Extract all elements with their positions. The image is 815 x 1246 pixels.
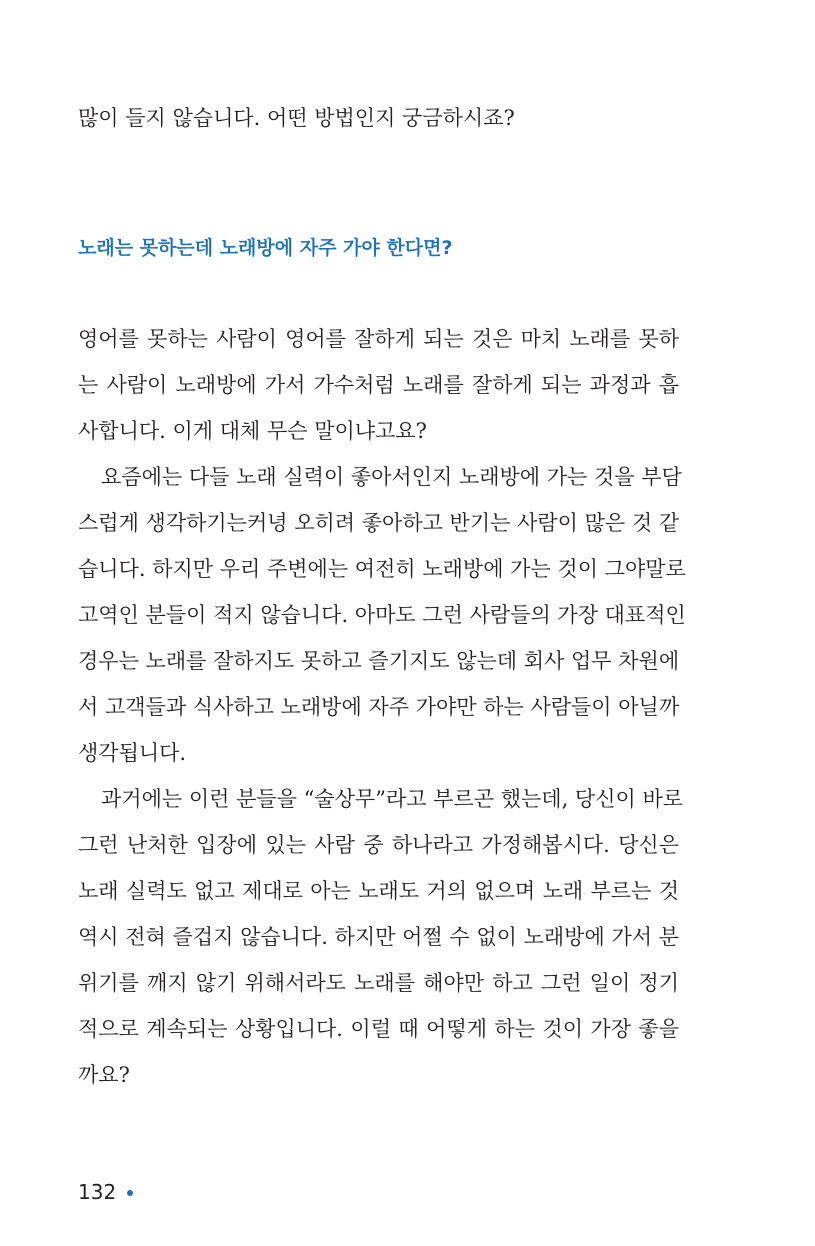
body-line: 영어를 못하는 사람이 영어를 잘하게 되는 것은 마치 노래를 못하 [78,327,679,351]
body-line: 적으로 계속되는 상황입니다. 이럴 때 어떻게 하는 것이 가장 좋을 [78,1017,679,1041]
body-line: 생각됩니다. [78,741,187,765]
body-line: 경우는 노래를 잘하지도 못하고 즐기지도 않는데 회사 업무 차원에 [78,649,680,673]
body-line: 역시 전혀 즐겁지 않습니다. 하지만 어쩔 수 없이 노래방에 가서 분 [78,925,679,949]
page-footer [78,1178,133,1206]
section-heading: 노래는 못하는데 노래방에 자주 가야 한다면? [78,237,453,259]
body-line: 그런 난처한 입장에 있는 사람 중 하나라고 가정해봅시다. 당신은 [78,833,679,857]
body-line: 과거에는 이런 분들을 “술상무”라고 부르곤 했는데, 당신이 바로 [101,787,684,811]
dot-icon [127,1190,133,1196]
body-line: 서 고객들과 식사하고 노래방에 자주 가야만 하는 사람들이 아닐까 [78,695,680,719]
body-line: 는 사람이 노래방에 가서 가수처럼 노래를 잘하게 되는 과정과 흡 [78,373,679,397]
body-line: 위기를 깨지 않기 위해서라도 노래를 해야만 하고 그런 일이 정기 [78,971,679,995]
body-line: 사합니다. 이게 대체 무슨 말이냐고요? [78,419,427,443]
carryover-line: 많이 들지 않습니다. 어떤 방법인지 궁금하시죠? [78,106,515,130]
body-line: 요즘에는 다들 노래 실력이 좋아서인지 노래방에 가는 것을 부담 [101,465,682,489]
body-line: 까요? [78,1063,130,1087]
body-line: 고역인 분들이 적지 않습니다. 아마도 그런 사람들의 가장 대표적인 [78,603,686,627]
body-line: 노래 실력도 없고 제대로 아는 노래도 거의 없으며 노래 부르는 것 [78,879,679,903]
page-number: 132 [78,1180,117,1204]
body-line: 습니다. 하지만 우리 주변에는 여전히 노래방에 가는 것이 그야말로 [78,557,686,581]
body-line: 스럽게 생각하기는커녕 오히려 좋아하고 반기는 사람이 많은 것 같 [78,511,680,535]
